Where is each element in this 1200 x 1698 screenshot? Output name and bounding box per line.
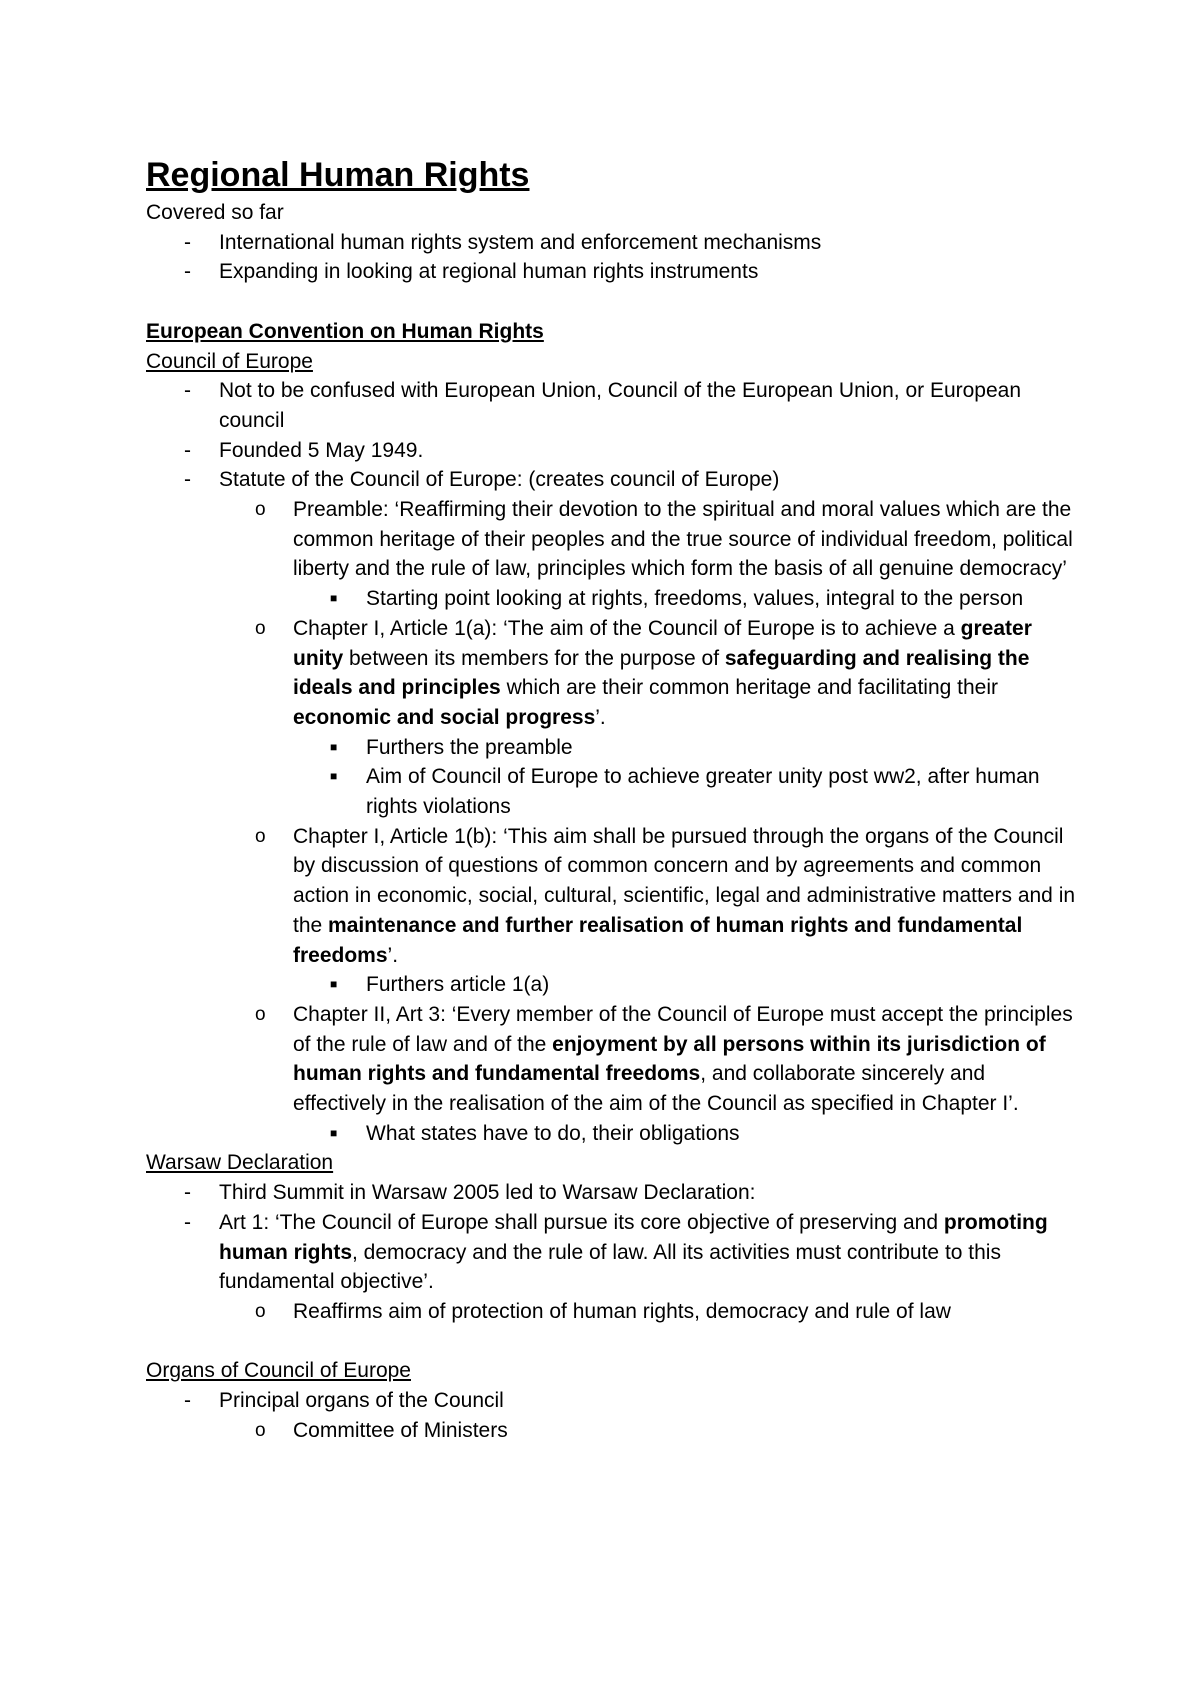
- list-item: - Not to be confused with European Union, Council of the European Union, or European council: [146, 376, 1076, 435]
- list-item: - Art 1: ‘The Council of Europe shall pursue its core objective of preserving and promoting human rights, democracy and the rule of law. All its activities must contribute to this fundamental objective’.: [146, 1208, 1076, 1297]
- list-item: - Principal organs of the Council: [146, 1386, 1076, 1416]
- blank-line: [146, 1327, 1076, 1357]
- list-item: - Third Summit in Warsaw 2005 led to Warsaw Declaration:: [146, 1178, 1076, 1208]
- sub-sub-list-item: ■ Furthers the preamble: [146, 733, 1076, 763]
- sub-list-item: o Chapter II, Art 3: ‘Every member of the Council of Europe must accept the principles of the rule of law and of the enjoyment by all persons within its jurisdiction of human rights and fundamental freedoms, and collaborate sincerely and effectively in the realisation of the aim of the Council as specified in Chapter I’.: [146, 1000, 1076, 1119]
- sub-sub-list-item: ■ What states have to do, their obligations: [146, 1119, 1076, 1149]
- list-item: - Founded 5 May 1949.: [146, 436, 1076, 466]
- subheading-warsaw-declaration: Warsaw Declaration: [146, 1151, 334, 1175]
- list-item: - International human rights system and enforcement mechanisms: [146, 228, 1076, 258]
- dash-bullet: -: [184, 230, 191, 254]
- list-item: - Expanding in looking at regional human rights instruments: [146, 257, 1076, 287]
- sub-list-item: o Preamble: ‘Reaffirming their devotion to the spiritual and moral values which are the common heritage of their peoples and the true source of individual freedom, political liberty and the rule of law, principles which form the basis of all genuine democracy’: [146, 495, 1076, 584]
- square-bullet: ■: [330, 591, 338, 606]
- circle-bullet: o: [255, 1419, 266, 1441]
- sub-sub-list-item: ■ Starting point looking at rights, freedoms, values, integral to the person: [146, 584, 1076, 614]
- sub-sub-list-item: ■ Furthers article 1(a): [146, 970, 1076, 1000]
- sub-list-item: o Committee of Ministers: [146, 1416, 1076, 1446]
- dash-bullet: -: [184, 468, 191, 492]
- section-heading-echr: European Convention on Human Rights: [146, 319, 544, 343]
- covered-heading: Covered so far: [146, 201, 284, 224]
- circle-bullet: o: [255, 1301, 266, 1322]
- sub-sub-list-item: ■ Aim of Council of Europe to achieve greater unity post ww2, after human rights violations: [146, 762, 1076, 821]
- dash-bullet: -: [184, 1210, 191, 1234]
- dash-bullet: -: [184, 1181, 191, 1205]
- dash-bullet: -: [184, 379, 191, 403]
- square-bullet: ■: [330, 769, 338, 784]
- subheading-council-of-europe: Council of Europe: [146, 349, 313, 373]
- square-bullet: ■: [330, 739, 338, 754]
- square-bullet: ■: [330, 1125, 338, 1140]
- dash-bullet: -: [184, 260, 191, 284]
- square-bullet: ■: [330, 977, 338, 992]
- circle-bullet: o: [255, 825, 266, 847]
- circle-bullet: o: [255, 499, 266, 521]
- sub-list-item: o Chapter I, Article 1(b): ‘This aim shall be pursued through the organs of the Council by discussion of questions of common concern and by agreements and common action in economic, social, cultural, scientific, legal and administrative matters and in the maintenance and further realisation of human rights and fundamental freedoms’.: [146, 822, 1076, 971]
- page-title: Regional Human Rights: [146, 156, 530, 194]
- subheading-organs: Organs of Council of Europe: [146, 1359, 411, 1383]
- dash-bullet: -: [184, 438, 191, 462]
- circle-bullet: o: [255, 617, 266, 639]
- list-item: - Statute of the Council of Europe: (creates council of Europe): [146, 465, 1076, 495]
- sub-list-item: o Reaffirms aim of protection of human rights, democracy and rule of law: [146, 1297, 1076, 1327]
- blank-line: [146, 287, 1076, 317]
- dash-bullet: -: [184, 1389, 191, 1413]
- sub-list-item: o Chapter I, Article 1(a): ‘The aim of the Council of Europe is to achieve a greater unity between its members for the purpose of safeguarding and realising the ideals and principles which are their common heritage and facilitating their economic and social progress’.: [146, 614, 1076, 733]
- document-body: [146, 152, 1076, 1446]
- circle-bullet: o: [255, 1003, 266, 1025]
